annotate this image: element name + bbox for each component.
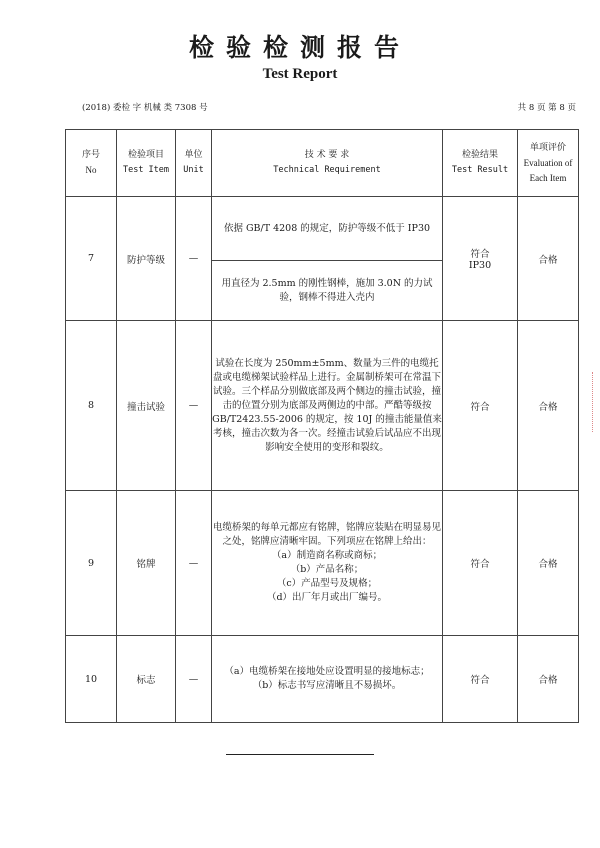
report-title-en: Test Report: [262, 66, 338, 82]
row-result: 符合 IP30: [443, 197, 518, 321]
requirement-list-item: （b）产品名称；: [290, 564, 364, 575]
row-requirement: 试验在长度为 250mm±5mm、数量为三件的电缆托盘或电缆梯架试验样品上进行。金属制桥架可在常温下试验。三个样品分别做底部及两个侧边的撞击试验，撞击的位置分别为底部及两侧边的中部。严酷等级按 GB/T2423.55-2006 的规定，按 10J 的撞击能量值来考核，撞击次数为各一次。经撞击试验后试品应不出现影响安全使用的变形和裂纹。: [212, 321, 443, 491]
row-unit: —: [176, 197, 212, 321]
row-requirement: [212, 636, 443, 723]
table-row: [66, 197, 579, 261]
table-row: [66, 321, 579, 491]
requirement-intro: 电缆桥架的每单元都应有铭牌，铭牌应装贴在明显易见之处，铭牌应清晰牢固。下列项应在铭牌上给出：: [212, 522, 441, 547]
row-unit: —: [176, 491, 212, 636]
row-unit: —: [176, 636, 212, 723]
row-unit: —: [176, 321, 212, 491]
row-requirement: [212, 491, 443, 636]
requirement-list-item: （a）电缆桥架在接地处应设置明显的接地标志；: [224, 666, 430, 677]
row-no: 7: [66, 197, 117, 321]
row-item: 撞击试验: [117, 321, 176, 491]
seal-edge-mark: [592, 372, 597, 432]
col-header-no: 序号 No: [66, 130, 117, 197]
row-evaluation: 合格: [518, 491, 579, 636]
row-result: 符合: [443, 491, 518, 636]
row-no: 8: [66, 321, 117, 491]
col-header-item: 检验项目 Test Item: [117, 130, 176, 197]
row-item: 铭牌: [117, 491, 176, 636]
report-reference: (2018) 委检 字 机械 类 7308 号: [82, 103, 208, 113]
end-of-report-line: [226, 754, 374, 755]
page-indicator: 共 8 页 第 8 页: [517, 103, 576, 113]
row-requirement: 依据 GB/T 4208 的规定，防护等级不低于 IP30: [212, 197, 443, 261]
row-item: 标志: [117, 636, 176, 723]
col-header-requirement: 技 术 要 求 Technical Requirement: [212, 130, 443, 197]
table-header-row: [66, 130, 579, 197]
col-header-unit: 单位 Unit: [176, 130, 212, 197]
requirement-list-item: （b）标志书写应清晰且不易损坏。: [252, 680, 402, 691]
row-evaluation: 合格: [518, 636, 579, 723]
row-no: 9: [66, 491, 117, 636]
requirement-list-item: （c）产品型号及规格；: [276, 578, 378, 589]
table-row: [66, 636, 579, 723]
requirement-list-item: （d）出厂年月或出厂编号。: [266, 592, 388, 603]
report-title-cn: 检验检测报告: [188, 33, 411, 62]
row-requirement: 用直径为 2.5mm 的刚性钢棒，施加 3.0N 的力试验，钢棒不得进入壳内: [212, 261, 443, 321]
row-evaluation: 合格: [518, 197, 579, 321]
table-row: [66, 491, 579, 636]
row-result: 符合: [443, 321, 518, 491]
requirement-list-item: （a）制造商名称或商标；: [271, 550, 383, 561]
row-evaluation: 合格: [518, 321, 579, 491]
row-result: 符合: [443, 636, 518, 723]
test-report-table: [65, 129, 579, 723]
row-no: 10: [66, 636, 117, 723]
col-header-evaluation: 单项评价 Evaluation of Each Item: [518, 130, 579, 197]
row-item: 防护等级: [117, 197, 176, 321]
col-header-result: 检验结果 Test Result: [443, 130, 518, 197]
